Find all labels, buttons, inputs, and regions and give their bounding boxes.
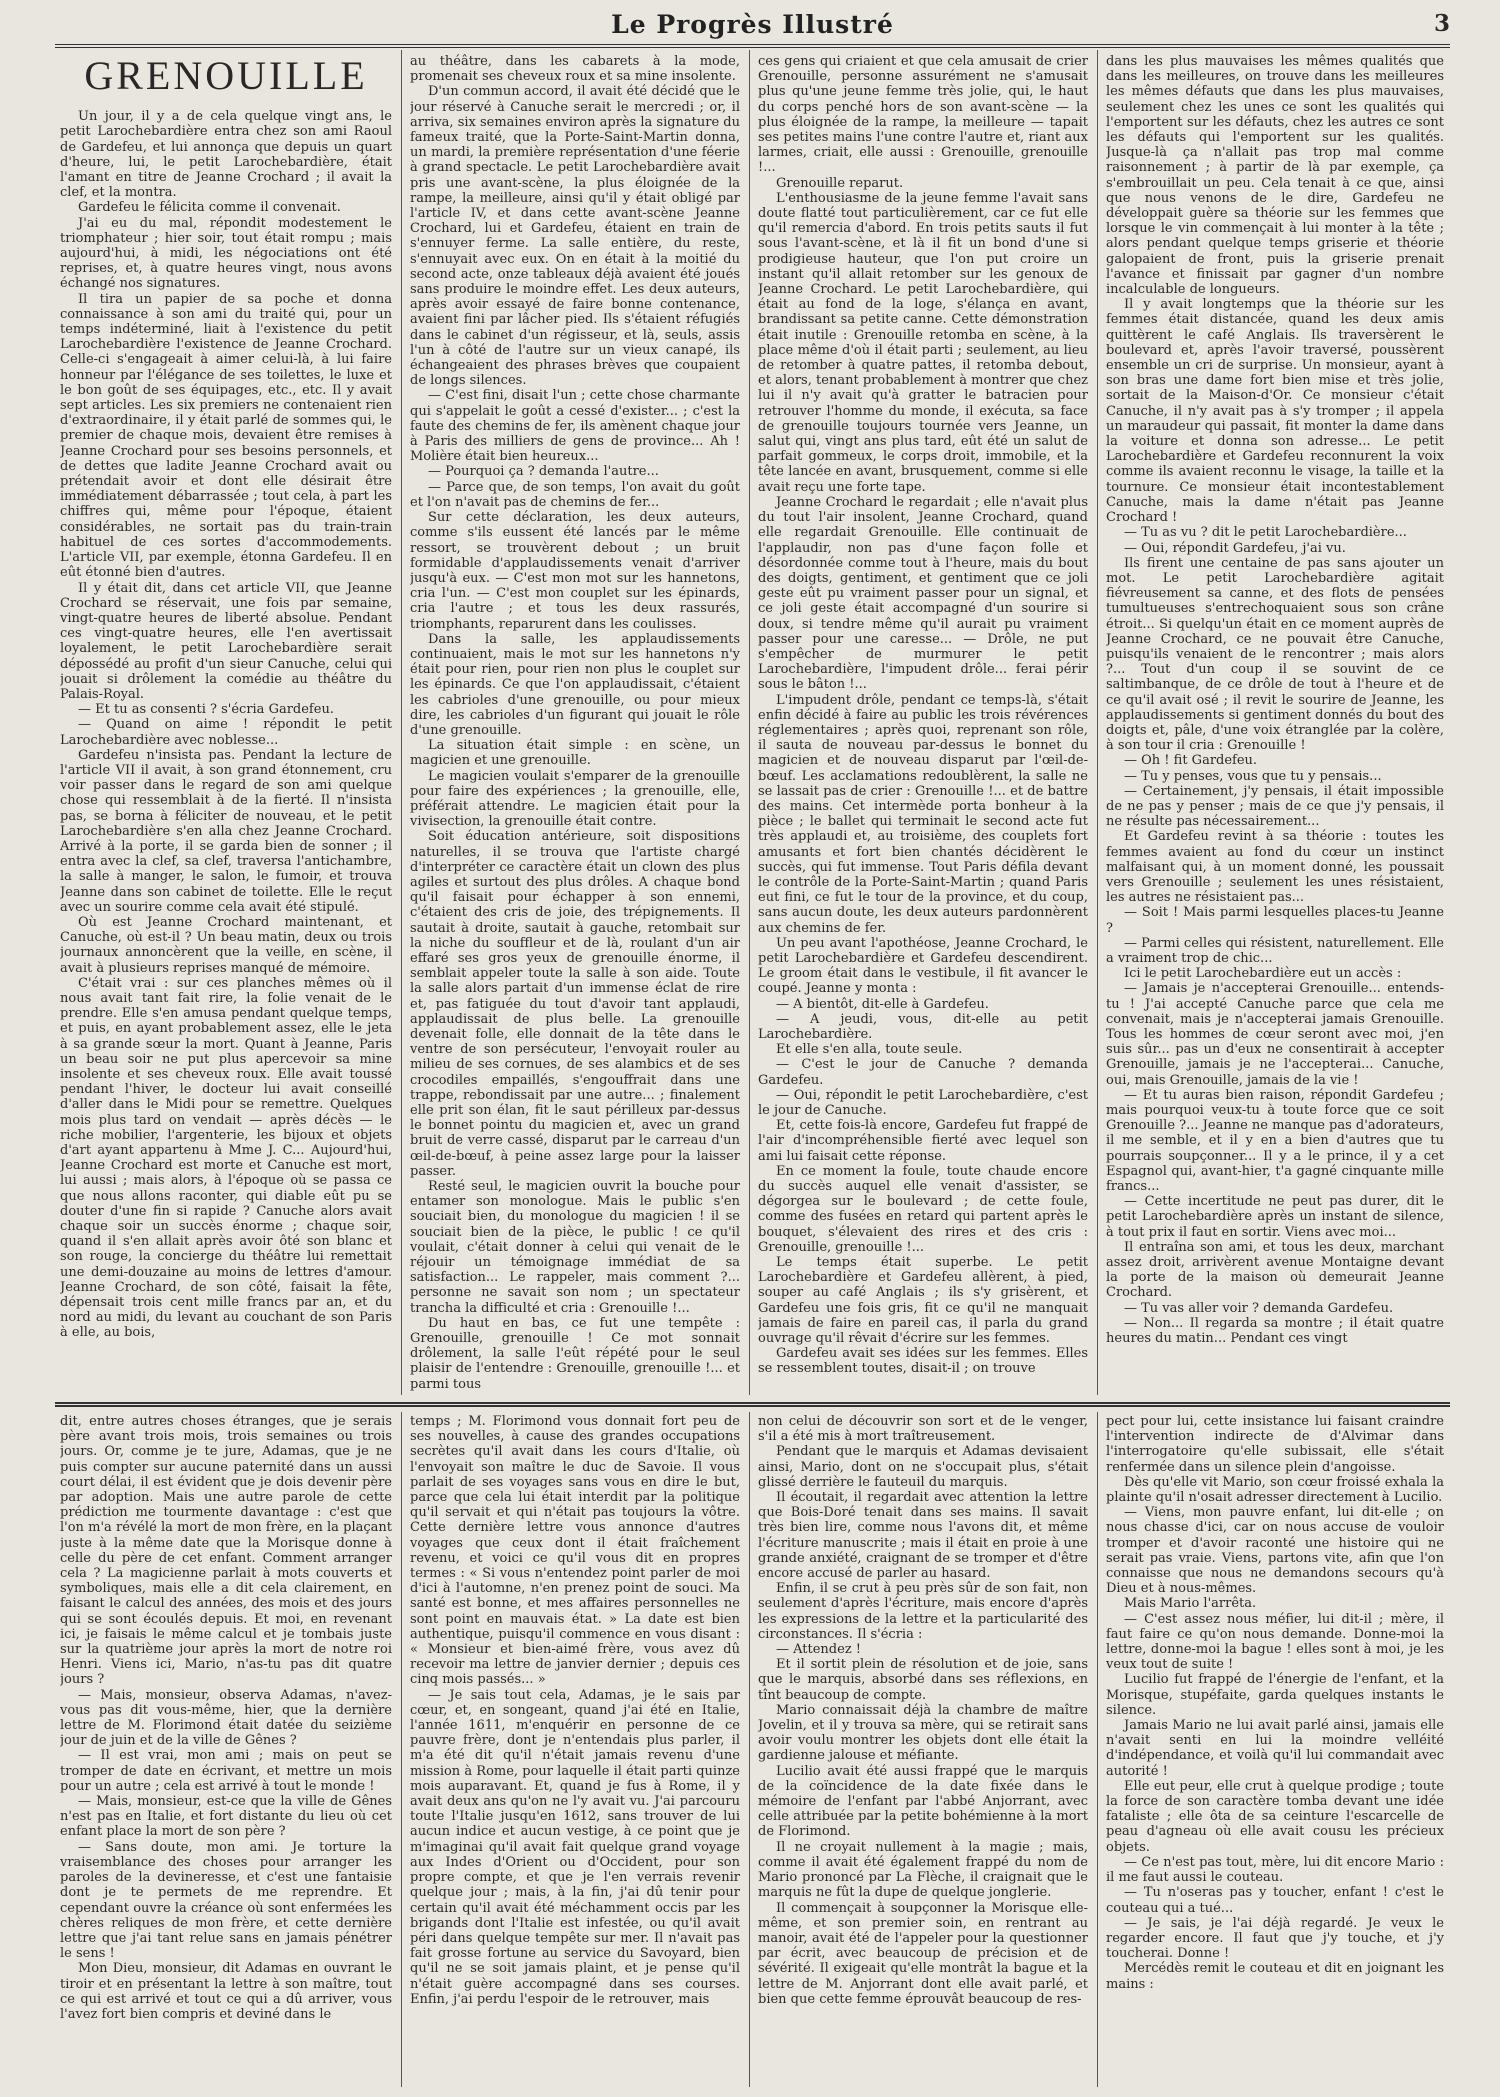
column-divider <box>749 1412 750 2087</box>
masthead-rule <box>55 44 1450 48</box>
paragraph: Gardefeu avait ses idées sur les femmes. Elles se ressemblent toutes, disait-il ; on trouve <box>758 1346 1088 1377</box>
paragraph: — Il est vrai, mon ami ; mais on peut se tromper de date en écrivant, et mettre un mois pour un autre ; cela est arrivé à tout le monde ! <box>60 1748 392 1794</box>
paragraph: — Non... Il regarda sa montre ; il était quatre heures du matin... Pendant ces vingt <box>1106 1315 1444 1347</box>
paragraph: Il y avait longtemps que la théorie sur les femmes était distancée, quand les deux amis quittèrent le café Anglais. Ils traversèrent le boulevard et, après l'avoir traversé, poussèrent ensemble un cri de surprise. Un monsieur, ayant à son bras une dame fort bien mise et très jolie, sortait de la Maison-d'Or. Ce monsieur c'était Canuche, il n'y avait pas à s'y tromper ; il appela un maraudeur qui passait, fit monter la dame dans la voiture et donna son adresse... Le petit Larochebardière et Gardefeu reconnurent la voix comme ils avaient reconnu le visage, la taille et la tournure. Ce monsieur était incontestablement Canuche, mais la dame n'était pas Jeanne Crochard ! <box>1106 297 1444 526</box>
paragraph: au théâtre, dans les cabarets à la mode, promenait ses cheveux roux et sa mine insolente. <box>410 54 740 85</box>
paragraph: Mon Dieu, monsieur, dit Adamas en ouvrant le tiroir et en présentant la lettre à son maître, tout ce qui est arrivé et tout ce qui a dû arriver, vous l'avez fort bien compris et deviné dans le <box>60 1961 392 2022</box>
newspaper-title: Le Progrès Illustré <box>611 10 894 39</box>
paragraph: — Je sais tout cela, Adamas, je le sais par cœur, et, en songeant, quand j'ai été en Italie, l'année 1611, m'enquérir en personne de ce pauvre frère, dont je n'entendais plus parler, il m'a été dit qu'il n'était jamais revenu d'une mission à Rome, pour laquelle il était parti quinze mois auparavant. Et, quand je fus à Rome, il y avait deux ans qu'on ne l'y avait vu. J'ai parcouru toute l'Italie jusqu'en 1612, sans trouver de lui aucun indice et aucun vestige, à ce point que je m'imaginai qu'il avait fait quelque grand voyage aux Indes d'Orient ou d'Occident, pour son propre compte, et que je l'en verrais revenir quelque jour ; mais, à la fin, j'ai dû tenir pour certain qu'il avait été méchamment occis par les brigands dont l'Italie est infestée, ou qu'il avait péri dans quelque tempête sur mer. Il n'avait pas fait grosse fortune au service du Savoyard, bien qu'il ne se soit jamais plaint, et je pense qu'il n'était guère accompagné dans ses courses. Enfin, j'ai perdu l'espoir de le retrouver, mais <box>410 1687 740 2007</box>
paragraph: — C'est fini, disait l'un ; cette chose charmante qui s'appelait le goût a cessé d'exister... ; c'est la faute des chemins de fer, ils amènent chaque jour à Paris des milliers de gens de province... Ah ! Molière était bien heureux... <box>410 388 740 465</box>
paragraph: — Mais, monsieur, est-ce que la ville de Gênes n'est pas en Italie, et fort distante du lieu où cet enfant place la mort de son père ? <box>60 1794 392 1840</box>
paragraph: ces gens qui criaient et que cela amusait de crier Grenouille, personne assurément ne s'amusait plus qu'une jeune femme très jolie, qui, le haut du corps penché hors de son avant-scène — la plus éloignée de la rampe, la meilleure — tapait ses petites mains l'une contre l'autre et, riant aux larmes, criait, elle aussi : Grenouille, grenouille !... <box>758 54 1088 176</box>
paragraph: Où est Jeanne Crochard maintenant, et Canuche, où est-il ? Un beau matin, deux ou trois journaux annoncèrent que la veille, en scène, il avait à plusieurs reprises manqué de mémoire. <box>60 914 392 976</box>
article-column-1 <box>60 54 392 1396</box>
paragraph: En ce moment la foule, toute chaude encore du succès auquel elle venait d'assister, se dégorgea sur le boulevard ; de cette foule, comme des fusées en retard qui partent après le bouquet, s'élevaient des rires et des cris : Grenouille, grenouille !... <box>758 1163 1088 1255</box>
paragraph: — Parmi celles qui résistent, naturellement. Elle a vraiment trop de chic... <box>1106 935 1444 966</box>
paragraph: Et Gardefeu revint à sa théorie : toutes les femmes avaient au fond du cœur un instinct malfaisant qui, à un moment donné, les poussait vers Grenouille ; seulement les unes résistaient, les autres ne résistaient pas... <box>1106 829 1444 906</box>
article-column-2 <box>410 54 740 1396</box>
paragraph: — Et tu as consenti ? s'écria Gardefeu. <box>78 702 334 718</box>
paragraph: Resté seul, le magicien ouvrit la bouche pour entamer son monologue. Mais le public s'en souciait bien, du monologue du magicien ! il se souciait bien de la pièce, le public ! ce qu'il voulait, c'était donner à celui qui venait de le réjouir un témoignage immédiat de sa satisfaction... Le rappeler, mais comment ?... personne ne savait son nom ; un spectateur trancha la difficulté et cria : Grenouille !... <box>410 1179 740 1316</box>
paragraph: — C'est le jour de Canuche ? demanda Gardefeu. <box>758 1057 1088 1088</box>
paragraph: Jeanne Crochard le regardait ; elle n'avait plus du tout l'air insolent, Jeanne Crochard, quand elle regardait Grenouille. Elle continuait de l'applaudir, non pas d'une façon folle et désordonnée comme tout à l'heure, mais du bout des doigts, gentiment, et gentiment que ce joli geste eût pu vraiment passer pour un signal, et ce joli geste était accompagné d'un sourire si doux, si tendre même qu'il aurait pu vraiment passer pour une caresse... — Drôle, ne put s'empêcher de murmurer le petit Larochebardière, l'impudent drôle... ferai périr sous le bâton !... <box>758 494 1088 693</box>
paragraph: dit, entre autres choses étranges, que je serais père avant trois mois, trois semaines ou trois jours. Or, comme je te jure, Adamas, que je ne puis compter sur aucune paternité dans un aussi court délai, il est évident que je dois devenir père par adoption. Mais une autre parole de cette prédiction me tourmente davantage : c'est que l'on m'a révélé la mort de mon frère, en la plaçant juste à la même date que la Morisque donne à celle du père de cet enfant. Comment arranger cela ? La magicienne parlait à mots couverts et symboliques, mais elle a dit cela clairement, en faisant le calcul des années, des mois et des jours qui se sont écoulés depuis. Et moi, en revenant ici, je faisais le même calcul et je tombais juste sur la quatrième jour après la mort de notre roi Henri. Viens ici, Mario, n'as-tu pas dit quatre jours ? <box>60 1414 392 1688</box>
paragraph: Il écoutait, il regardait avec attention la lettre que Bois-Doré tenait dans ses mains. Il savait très bien lire, comme nous l'avons dit, et même l'écriture manuscrite ; mais il était en proie à une grande anxiété, craignant de se tromper et d'être encore accusé de parler au hasard. <box>758 1490 1088 1582</box>
paragraph: Lucilio avait été aussi frappé que le marquis de la coïncidence de la date fixée dans le mémoire de l'enfant par l'abbé Anjorrant, avec celle attribuée par la petite bohémienne à la mort de Florimond. <box>758 1763 1088 1840</box>
paragraph: — Quand on aime ! répondit le petit Larochebardière avec noblesse... <box>60 717 392 748</box>
paragraph: — Tu y penses, vous que tu y pensais... <box>1124 768 1382 784</box>
paragraph: Il ne croyait nullement à la magie ; mais, comme il avait été également frappé du nom de Mario prononcé par La Flèche, il craignait que le marquis ne fût la dupe de quelque jonglerie. <box>758 1839 1088 1901</box>
article-column-1-text <box>60 109 392 1340</box>
column-divider <box>401 1412 402 2087</box>
paragraph: — Oui, répondit le petit Larochebardière, c'est le jour de Canuche. <box>758 1087 1088 1119</box>
paragraph: C'était vrai : sur ces planches mêmes où il nous avait tant fait rire, la folie venait de le prendre. Elle s'en amusa pendant quelque temps, et puis, en ayant probablement assez, elle le jeta à sa grande sœur la mort. Quant à Jeanne, Paris un beau soir ne put plus apercevoir sa mine insolente et ses cheveux roux. Elle avait toussé pendant l'hiver, le docteur lui avait conseillé d'aller dans le Midi pour se remettre. Quelques mois plus tard on vendait — après décès — le riche mobilier, l'argenterie, les bijoux et objets d'art ayant appartenu à Mme J. C... Aujourd'hui, Jeanne Crochard est morte et Canuche est mort, lui aussi ; mais alors, à l'époque où se passa ce que nous allons raconter, qui diable eût pu se douter d'une fin si rapide ? Canuche alors avait chaque soir un succès énorme ; chaque soir, quand il s'en allait après avoir ôté son blanc et son rouge, la concierge du théâtre lui remettait une demi-douzaine au moins de lettres d'amour. Jeanne Crochard, de son côté, faisait la fête, dépensait trois cent mille francs par an, et du nord au midi, du levant au couchant de son Paris à elle, au bois, <box>60 975 392 1341</box>
paragraph: Ici le petit Larochebardière eut un accès : <box>1124 966 1402 982</box>
paragraph: — Tu vas aller voir ? demanda Gardefeu. <box>1124 1300 1394 1316</box>
paragraph: L'enthousiasme de la jeune femme l'avait sans doute flatté tout particulièrement, car ce fut elle qu'il remercia d'abord. En trois petits sauts il fut sous l'avant-scène, et là il fit un bond d'une si prodigieuse hauteur, que l'on put croire un instant qu'il allait retomber sur les genoux de Jeanne Crochard. Le petit Larochebardière, qui était au fond de la loge, s'élança en avant, brandissant sa petite canne. Cette démonstration était inutile : Grenouille retomba en scène, à la place même d'où il était parti ; seulement, au lieu de retomber à quatre pattes, il retomba debout, et alors, tenant probablement à montrer que chez lui il n'y avait qu'à gratter le batracien pour retrouver l'homme du monde, il exécuta, sa face de grenouille toujours tournée vers Jeanne, un salut qui, vingt ans plus tard, eût été un salut de parfait gommeux, le corps droit, immobile, et la tête lancée en avant, brusquement, comme si elle avait reçu une forte tape. <box>758 190 1088 495</box>
paragraph: — Soit ! Mais parmi lesquelles places-tu Jeanne ? <box>1106 905 1444 936</box>
paragraph: — Oui, répondit Gardefeu, j'ai vu. <box>1124 540 1346 556</box>
paragraph: — Viens, mon pauvre enfant, lui dit-elle ; on nous chasse d'ici, car on nous accuse de vouloir tromper et d'avoir raconté une histoire qui ne serait pas vraie. Viens, partons vite, afin que l'on connaisse que nous ne demandons secours qu'à Dieu et à nous-mêmes. <box>1106 1505 1444 1597</box>
paragraph: — A jeudi, vous, dit-elle au petit Larochebardière. <box>758 1011 1088 1042</box>
paragraph: pect pour lui, cette insistance lui faisant craindre l'intervention indirecte de d'Alvimar dans l'interrogatoire qu'elle subissait, elle s'était renfermée dans un silence plein d'angoisse. <box>1106 1414 1444 1475</box>
column-divider <box>401 50 402 1395</box>
paragraph: Mario connaissait déjà la chambre de maître Jovelin, et il y trouva sa mère, qui se retirait sans avoir voulu montrer les objets dont elle était la gardienne jalouse et méfiante. <box>758 1702 1088 1764</box>
paragraph: L'impudent drôle, pendant ce temps-là, s'était enfin décidé à faire au public les trois révérences réglementaires ; après quoi, reprenant son rôle, il sauta de nouveau par-dessus le bonnet du magicien et de nouveau disparut par l'œil-de-bœuf. Les acclamations redoublèrent, la salle ne se lassait pas de crier : Grenouille !... et de battre des mains. Cet intermède porta bonheur à la pièce ; le ballet qui terminait le second acte fut très applaudi et, au troisième, des couplets fort amusants et fort bien chantés décidèrent le succès, qui fut immense. Tout Paris défila devant le contrôle de la Porte-Saint-Martin ; quand Paris eut fini, ce fut le tour de la province, et du coup, sans aucun doute, les deux auteurs pardonnèrent aux chemins de fer. <box>758 692 1088 936</box>
feuilleton-column-2 <box>410 1414 740 2086</box>
paragraph: — Pourquoi ça ? demanda l'autre... <box>428 464 659 480</box>
paragraph: — Jamais je n'accepterai Grenouille... entends-tu ! J'ai accepté Canuche parce que cela me convenait, mais je n'accepterai jamais Grenouille. Tous les hommes de cœur seront avec moi, j'en suis sûr... pas un d'eux ne consentirait à accepter Grenouille, jamais je ne l'accepterai... Canuche, oui, mais Grenouille, jamais de la vie ! <box>1106 981 1444 1088</box>
paragraph: — Attendez ! <box>776 1642 862 1658</box>
paragraph: Elle eut peur, elle crut à quelque prodige ; toute la force de son caractère tomba devant une idée fataliste ; elle ôta de sa ceinture l'escarcelle de peau d'agneau où elle avait cousu les précieux objets. <box>1106 1778 1444 1855</box>
paragraph: Dans la salle, les applaudissements continuaient, mais le mot sur les hannetons n'y était pour rien, pour rien non plus le couplet sur les épinards. Ce que l'on applaudissait, c'étaient les cabrioles d'une grenouille, ou pour mieux dire, les cabrioles d'un figurant qui jouait le rôle d'une grenouille. <box>410 631 740 738</box>
column-divider <box>1097 50 1098 1395</box>
paragraph: Le magicien voulait s'emparer de la grenouille pour faire des expériences ; la grenouille, elle, préférait attendre. Le magicien était pour la vivisection, la grenouille était contre. <box>410 768 740 830</box>
paragraph: — A bientôt, dit-elle à Gardefeu. <box>776 996 989 1012</box>
paragraph: Soit éducation antérieure, soit dispositions naturelles, il se trouva que l'artiste chargé d'interpréter ce caractère était un clown des plus agiles et surtout des plus drôles. A chaque bond qu'il faisait pour échapper à son ennemi, c'étaient des cris de joie, des trépignements. Il sautait à droite, sautait à gauche, retombait sur la niche du souffleur et de là, roulant d'un air effaré ses gros yeux de grenouille énorme, il semblait appeler toute la salle à son aide. Toute la salle alors partait d'un immense éclat de rire et, pas fatiguée du tout d'avoir tant applaudi, applaudissait de plus belle. La grenouille devenait folle, elle donnait de la tête dans le ventre de son persécuteur, l'envoyait rouler au milieu de ses cornues, de ses alambics et de ses crocodiles empaillés, s'engouffrait dans une trappe, rebondissait par une autre... ; finalement elle prit son élan, fit le saut périlleux par-dessus le bonnet pointu du magicien et, avec un grand bruit de verre cassé, disparut par le carreau d'un œil-de-bœuf, à peine assez large pour la laisser passer. <box>410 829 740 1179</box>
article-column-4 <box>1106 54 1444 1396</box>
paragraph: J'ai eu du mal, répondit modestement le triomphateur ; hier soir, tout était rompu ; mais aujourd'hui, à midi, les négociations ont été reprises, et, à quatre heures vingt, nous avons échangé nos signatures. <box>60 215 392 292</box>
paragraph: — Parce que, de son temps, l'on avait du goût et l'on n'avait pas de chemins de fer... <box>410 479 740 510</box>
paragraph: Mais Mario l'arrêta. <box>1124 1596 1257 1612</box>
paragraph: non celui de découvrir son sort et de le venger, s'il a été mis à mort traîtreusement. <box>758 1414 1088 1445</box>
paragraph: Grenouille reparut. <box>776 175 904 191</box>
paragraph: Il entraîna son ami, et tous les deux, marchant assez droit, arrivèrent avenue Montaigne devant la porte de la maison où demeurait Jeanne Crochard. <box>1106 1239 1444 1301</box>
paragraph: Dès qu'elle vit Mario, son cœur froissé exhala la plainte qu'il n'osait adresser directement à Lucilio. <box>1106 1474 1444 1506</box>
paragraph: Il commençait à soupçonner la Morisque elle-même, et son premier soin, en rentrant au manoir, avait été de l'appeler pour la questionner par écrit, avec beaucoup de précision et de sévérité. Il exigeait qu'elle montrât la bague et la lettre de M. Anjorrant dont elle avait parlé, et bien que cette femme éprouvât beaucoup de res- <box>758 1900 1088 2007</box>
paragraph: D'un commun accord, il avait été décidé que le jour réservé à Canuche serait le mercredi ; or, il arriva, six semaines environ après la signature du fameux traité, que la Porte-Saint-Martin donna, un mardi, la première représentation d'une féerie à grand spectacle. Le petit Larochebardière avait pris une avant-scène, la plus éloignée de la rampe, la meilleure, ainsi qu'il y était obligé par l'article IV, et dans cette avant-scène Jeanne Crochard, lui et Gardefeu, étaient en train de s'ennuyer ferme. La salle entière, du reste, s'ennuyait avec eux. On en était à la moitié du second acte, onze tableaux déjà avaient été joués sans produire le moindre effet. Les deux auteurs, après avoir essayé de faire bonne contenance, avaient fini par lâcher pied. Ils s'étaient réfugiés dans le cabinet d'un régisseur, et là, seuls, assis l'un à côté de l'autre sur un vieux canapé, ils échangeaient des phrases brèves que coupaient de longs silences. <box>410 84 740 389</box>
paragraph: — Oh ! fit Gardefeu. <box>1124 753 1258 769</box>
feuilleton-column-3 <box>758 1414 1088 2086</box>
paragraph: — Tu n'oseras pas y toucher, enfant ! c'est le couteau qui a tué... <box>1106 1885 1444 1916</box>
paragraph: Sur cette déclaration, les deux auteurs, comme s'ils eussent été lancés par le même ressort, se trouvèrent debout ; un bruit formidable d'applaudissements venait d'arriver jusqu'à eux. — C'est mon mot sur les hannetons, cria l'un. — C'est mon couplet sur les épinards, cria l'autre ; et tous les deux rassurés, triomphants, reparurent dans les coulisses. <box>410 510 740 632</box>
paragraph: dans les plus mauvaises les mêmes qualités que dans les meilleures, on trouve dans les meilleures les mêmes défauts que dans les plus mauvaises, seulement chez les unes ce sont les qualités qui l'emportent sur les défauts, chez les autres ce sont les défauts qui l'emportent sur les qualités. Jusque-là ça n'allait pas trop mal comme raisonnement ; à partir de là par exemple, ça s'embrouillait un peu. Cela tenait à ce que, ainsi que nous venons de le dire, Gardefeu ne développait guère sa théorie sur les femmes que lorsque le vin commençait à lui monter à la tête ; alors pendant quelque temps griserie et théorie galopaient de front, puis la griserie prenait l'avance et finissait par gagner d'un nombre incalculable de longueurs. <box>1106 54 1444 298</box>
feuilleton-column-4 <box>1106 1414 1444 2086</box>
paragraph: — Cette incertitude ne peut pas durer, dit le petit Larochebardière après un instant de silence, à tout prix il faut en sortir. Viens avec moi... <box>1106 1194 1444 1240</box>
paragraph: Lucilio fut frappé de l'énergie de l'enfant, et la Morisque, stupéfaite, garda quelques instants le silence. <box>1106 1672 1444 1718</box>
paragraph: — Et tu auras bien raison, répondit Gardefeu ; mais pourquoi veux-tu à toute force que ce soit Grenouille ?... Jeanne ne manque pas d'adorateurs, il me semble, et il y en a bien d'autres que tu pourrais soupçonner... Il y a le prince, il y a cet Espagnol qui, avant-hier, t'a gagné cinquante mille francs... <box>1106 1087 1444 1195</box>
paragraph: Et elle s'en alla, toute seule. <box>776 1042 963 1058</box>
page-number: 3 <box>1433 10 1450 37</box>
paragraph: Et il sortit plein de résolution et de joie, sans que le marquis, absorbé dans ses réflexions, en tînt beaucoup de compte. <box>758 1657 1088 1703</box>
paragraph: La situation était simple : en scène, un magicien et une grenouille. <box>410 738 740 769</box>
paragraph: Ils firent une centaine de pas sans ajouter un mot. Le petit Larochebardière agitait fiévreusement sa canne, et des flots de pensées tumultueuses s'entrechoquaient sous son crâne étroit... Si quelqu'un était en ce moment auprès de Jeanne Crochard, ce ne pouvait être Canuche, puisqu'ils venaient de le rencontrer ; mais alors ?... Tout d'un coup il se souvint de ce saltimbanque, de ce drôle de tout à l'heure et de ce qu'il avait osé ; il revit le sourire de Jeanne, les applaudissements si gentiment donnés du bout des doigts et, pâle, d'une voix étranglée par la colère, à son tour il cria : Grenouille ! <box>1106 555 1444 754</box>
paragraph: Il tira un papier de sa poche et donna connaissance à son ami du traité qui, pour un temps indéterminé, liait à l'existence du petit Larochebardière l'existence de Jeanne Crochard. Celle-ci s'engageait à aimer celui-là, à lui faire honneur par l'élégance de ses toilettes, le luxe et le bon goût de ses équipages, etc., etc. Il y avait sept articles. Les six premiers ne contenaient rien d'extraordinaire, il y était parlé de sommes qui, le premier de chaque mois, devaient être remises à Jeanne Crochard pour ses besoins personnels, et de dettes que ladite Jeanne Crochard avait ou prétendait avoir et dont elle désirait être immédiatement débarrassée ; tout cela, à part les chiffres qui, même pour l'époque, étaient considérables, ne sortait pas du train-train habituel de ces sortes d'accommodements. L'article VII, par exemple, étonna Gardefeu. Il en eût étonné bien d'autres. <box>60 291 392 581</box>
paragraph: Pendant que le marquis et Adamas devisaient ainsi, Mario, dont on ne s'occupait plus, s'était glissé derrière le fauteuil du marquis. <box>758 1444 1088 1490</box>
article-column-3 <box>758 54 1088 1396</box>
paragraph: Mercédès remit le couteau et dit en joignant les mains : <box>1106 1961 1444 1992</box>
paragraph: — C'est assez nous méfier, lui dit-il ; mère, il faut faire ce qu'on nous demande. Donne-moi la lettre, donne-moi la bague ! elles sont à moi, je les veux tout de suite ! <box>1106 1611 1444 1673</box>
paragraph: — Certainement, j'y pensais, il était impossible de ne pas y penser ; mais de ce que j'y pensais, il ne résulte pas nécessairement... <box>1106 783 1444 830</box>
masthead <box>55 6 1450 42</box>
paragraph: temps ; M. Florimond vous donnait fort peu de ses nouvelles, à cause des grandes occupations secrètes qu'il avait dans les cours d'Italie, où l'envoyait son maître le duc de Savoie. Il vous parlait de ses voyages sans vous en dire le but, parce que cela lui était interdit par la politique qu'il servait et qui n'était pas toujours la vôtre. Cette dernière lettre vous annonce d'autres voyages que ceux dont il était fraîchement revenu, et voici ce qu'il vous dit en propres termes : « Si vous n'entendez point parler de moi d'ici à l'automne, n'en prenez point de souci. Ma santé est bonne, et mes affaires personnelles ne sont point en mauvais état. » La date est bien authentique, puisqu'il commence en vous disant : « Monsieur et bien-aimé frère, vous avez dû recevoir ma lettre de janvier dernier ; depuis ces cinq mois passés... » <box>410 1414 740 1688</box>
paragraph: Un peu avant l'apothéose, Jeanne Crochard, le petit Larochebardière et Gardefeu descendirent. Le groom était dans le vestibule, il fit avancer le coupé. Jeanne y monta : <box>758 935 1088 997</box>
paragraph: Gardefeu le félicita comme il convenait. <box>78 200 341 216</box>
column-divider <box>749 50 750 1395</box>
paragraph: — Je sais, je l'ai déjà regardé. Je veux le regarder encore. Il faut que j'y touche, et j'y toucherai. Donne ! <box>1106 1915 1444 1962</box>
paragraph: — Tu as vu ? dit le petit Larochebardière... <box>1124 525 1407 541</box>
article-headline: GRENOUILLE <box>84 54 368 98</box>
paragraph: Du haut en bas, ce fut une tempête : Grenouille, grenouille ! Ce mot sonnait drôlement, la salle l'eût répété pour le seul plaisir de l'entendre : Grenouille, grenouille !... et parmi tous <box>410 1315 740 1392</box>
paragraph: — Mais, monsieur, observa Adamas, n'avez-vous pas dit vous-même, hier, que la dernière lettre de M. Florimond était datée du seizième jour de juin et de la ville de Gênes ? <box>60 1687 392 1749</box>
paragraph: Enfin, il se crut à peu près sûr de son fait, non seulement d'après l'écriture, mais encore d'après les expressions de la lettre et la particularité des circonstances. Il s'écria : <box>758 1581 1088 1642</box>
paragraph: Il y était dit, dans cet article VII, que Jeanne Crochard se réservait, une fois par semaine, vingt-quatre heures de liberté absolue. Pendant ces vingt-quatre heures, elle l'en avertissait loyalement, le petit Larochebardière serait dépossédé au profit d'un sieur Canuche, celui qui jouait si drôlement la comédie au théâtre du Palais-Royal. <box>60 580 392 702</box>
paragraph: Un jour, il y a de cela quelque vingt ans, le petit Larochebardière entra chez son ami Raoul de Gardefeu, et lui annonça que depuis un quart d'heure, lui, le petit Larochebardière, était l'amant en titre de Jeanne Crochard ; il avait la clef, et la montra. <box>60 109 392 201</box>
section-divider-rule <box>55 1402 1450 1407</box>
paragraph: — Sans doute, mon ami. Je torture la vraisemblance des choses pour arranger les paroles de la devineresse, et c'est une fantaisie dont je te permets de me reprendre. Et cependant ouvre la créance où sont enfermées les chères reliques de mon frère, et cette dernière lettre que j'ai tant relue sans en jamais pénétrer le sens ! <box>60 1839 392 1962</box>
feuilleton-column-1 <box>60 1414 392 2086</box>
paragraph: Et, cette fois-là encore, Gardefeu fut frappé de l'air d'incompréhensible fierté avec lequel son ami lui faisait cette réponse. <box>758 1118 1088 1164</box>
column-divider <box>1097 1412 1098 2087</box>
paragraph: Le temps était superbe. Le petit Larochebardière et Gardefeu allèrent, à pied, souper au café Anglais ; ils s'y grisèrent, et Gardefeu une fois gris, fit ce qu'il ne manquait jamais de faire en pareil cas, il parla du grand ouvrage qu'il rêvait d'écrire sur les femmes. <box>758 1255 1088 1347</box>
paragraph: Gardefeu n'insista pas. Pendant la lecture de l'article VII il avait, à son grand étonnement, cru voir passer dans le regard de son ami quelque chose qui ressemblait à de la fierté. Il n'insista pas, se borna à féliciter de nouveau, et le petit Larochebardière s'en alla chez Jeanne Crochard. Arrivé à la porte, il se garda bien de sonner ; il entra avec la clef, sa clef, traversa l'antichambre, la salle à manger, le salon, le fumoir, et trouva Jeanne dans son cabinet de toilette. Elle le reçut avec un sourire comme cela avait été stipulé. <box>60 747 392 915</box>
paragraph: Jamais Mario ne lui avait parlé ainsi, jamais elle n'avait senti en lui la moindre velléité d'indépendance, et voilà qu'il lui commandait avec autorité ! <box>1106 1718 1444 1779</box>
paragraph: — Ce n'est pas tout, mère, lui dit encore Mario : il me faut aussi le couteau. <box>1106 1854 1444 1886</box>
